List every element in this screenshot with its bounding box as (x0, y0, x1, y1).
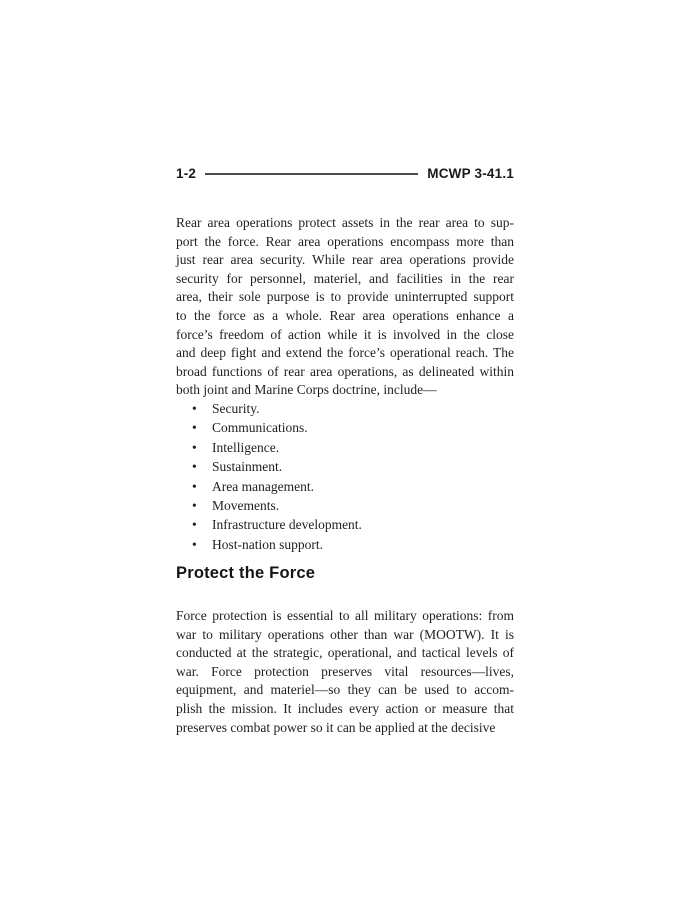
text-line: to the force as a whole. Rear area operations enhance a (176, 307, 514, 323)
text-line: Force protection is essential to all military operations: from (176, 608, 514, 623)
bullet-icon: • (192, 459, 197, 475)
text-line: Rear area operations protect assets in the rear area to sup- (176, 215, 514, 230)
list-item (176, 399, 514, 418)
text-line: war to military operations other than war (MOOTW). It is (176, 626, 514, 642)
list-item (176, 457, 514, 476)
list-item (176, 477, 514, 496)
list-item (176, 515, 514, 534)
bullet-icon: • (192, 498, 197, 514)
list-item-label: Area management. (212, 478, 314, 494)
text-line: conducted at the strategic, operational, and tactical levels of (176, 645, 514, 661)
text-line: port the force. Rear area operations encompass more than (176, 233, 514, 249)
list-item-label: Host-nation support. (212, 536, 323, 552)
text-line: force’s freedom of action while it is involved in the close (176, 326, 514, 342)
bullet-icon: • (192, 478, 197, 494)
list-item-label: Communications. (212, 420, 308, 436)
text-line: equipment, and materiel—so they can be used to accom- (176, 682, 514, 698)
text-line: both joint and Marine Corps doctrine, include— (176, 382, 437, 398)
page-number: 1-2 (176, 166, 197, 181)
list-item-label: Infrastructure development. (212, 517, 362, 533)
bullet-list (176, 399, 514, 554)
text-line: broad functions of rear area operations, as delineated within (176, 363, 514, 379)
list-item-label: Security. (212, 401, 260, 416)
list-item-label: Intelligence. (212, 439, 280, 455)
section-heading: Protect the Force (176, 564, 316, 582)
list-item (176, 496, 514, 515)
list-item-label: Sustainment. (212, 459, 283, 475)
bullet-icon: • (192, 536, 197, 552)
bullet-icon: • (192, 401, 197, 416)
list-item (176, 535, 514, 554)
bullet-icon: • (192, 420, 197, 436)
list-item (176, 418, 514, 437)
text-line: and deep fight and extend the force’s operational reach. The (176, 345, 514, 361)
paragraph-1 (176, 214, 514, 400)
bullet-icon: • (192, 439, 197, 455)
paragraph-2 (176, 607, 514, 737)
text-line: area, their sole purpose is to provide uninterrupted support (176, 289, 514, 305)
text-line: security for personnel, materiel, and facilities in the rear (176, 270, 514, 286)
text-line: preserves combat power so it can be applied at the decisive (176, 719, 496, 735)
bullet-icon: • (192, 517, 197, 533)
header-rule (205, 173, 418, 175)
page-header (176, 166, 514, 181)
text-line: war. Force protection preserves vital resources—lives, (176, 663, 514, 679)
doc-code: MCWP 3-41.1 (427, 166, 514, 181)
list-item (176, 438, 514, 457)
list-item-label: Movements. (212, 498, 280, 514)
text-line: just rear area security. While rear area operations provide (176, 252, 514, 268)
text-line: plish the mission. It includes every action or measure that (176, 700, 514, 716)
